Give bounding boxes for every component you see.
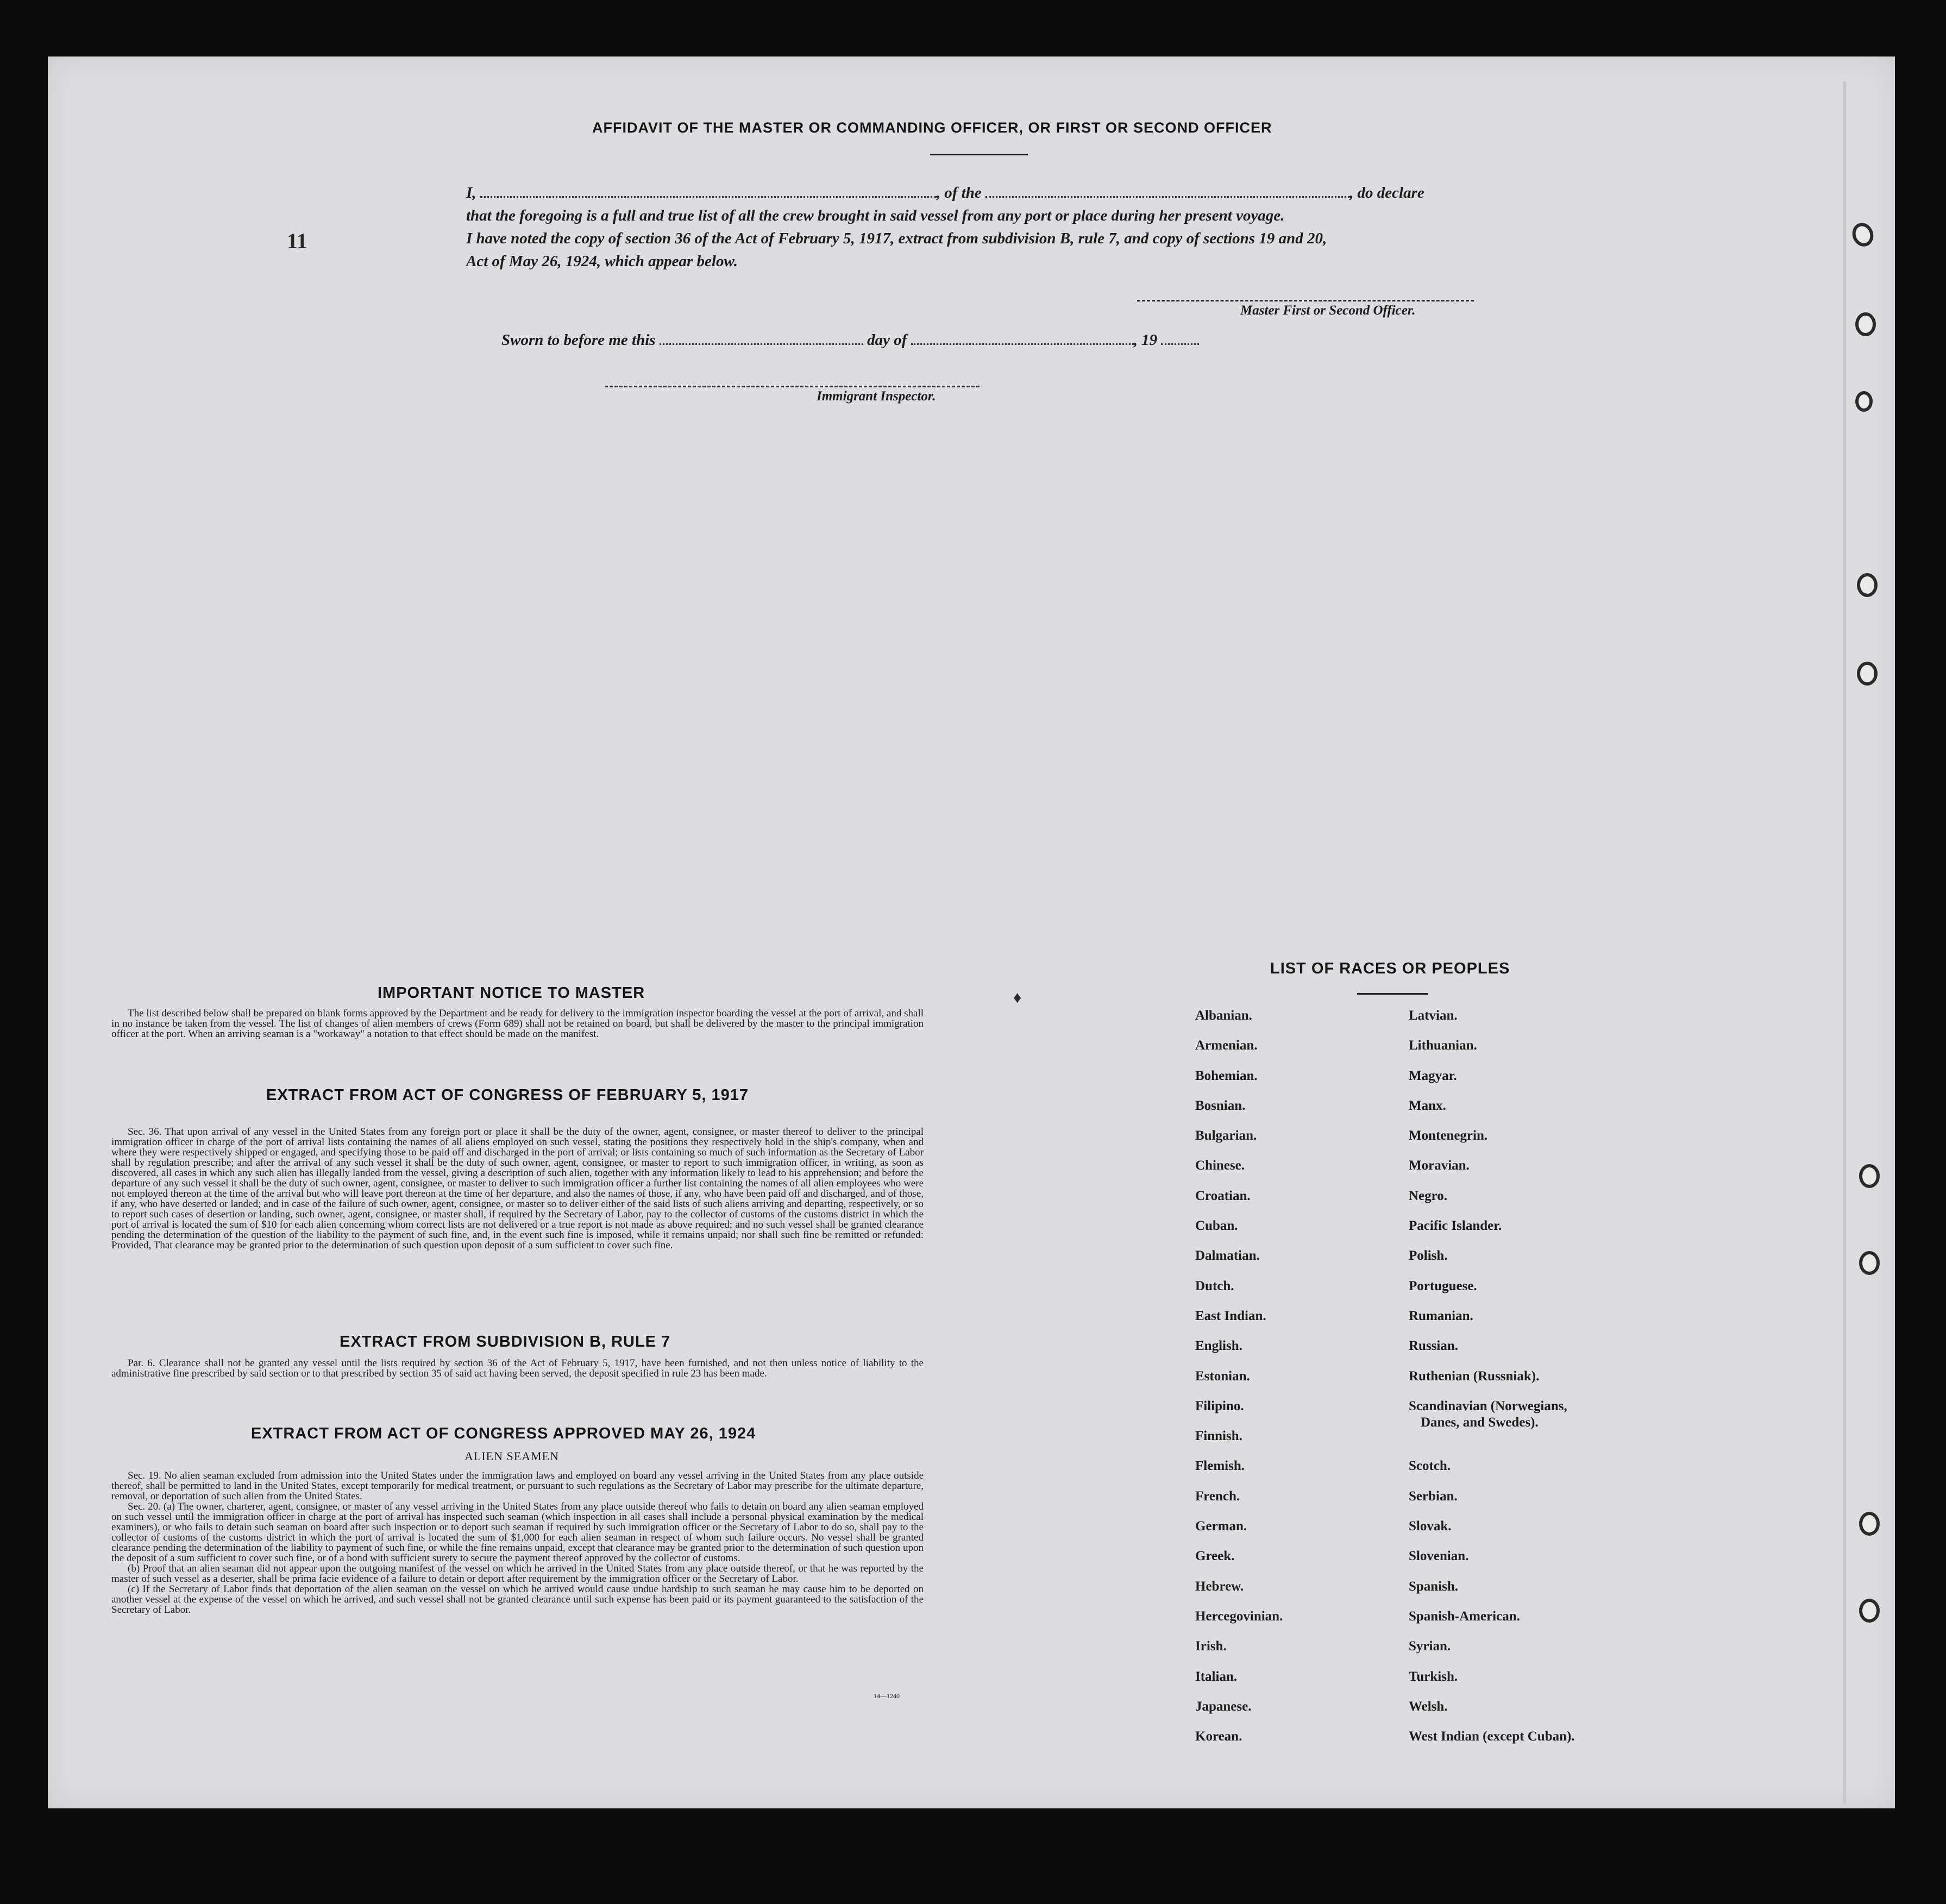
punch-hole [1859,1599,1880,1623]
race-item: Welsh. [1409,1699,1448,1714]
race-item: Irish. [1195,1639,1227,1654]
race-item: Filipino. [1195,1398,1244,1413]
extract-1917-title: EXTRACT FROM ACT OF CONGRESS OF FEBRUARY 5, 1917 [266,1086,749,1104]
race-item: Greek. [1195,1549,1235,1564]
race-item: Italian. [1195,1669,1238,1684]
name-blank [480,184,937,198]
race-item-continuation: Danes, and Swedes). [1421,1415,1539,1430]
race-item: Croatian. [1195,1188,1251,1203]
ink-blot: ♦ [1013,989,1022,1007]
extract-1924-title: EXTRACT FROM ACT OF CONGRESS APPROVED MAY 26, 1924 [251,1425,756,1442]
race-item: Slovenian. [1409,1549,1469,1564]
races-left-column [1195,1008,1283,1758]
race-item: Magyar. [1409,1068,1457,1083]
races-title: LIST OF RACES OR PEOPLES [1270,960,1510,977]
race-item: Slovak. [1409,1519,1452,1534]
inspector-signature-label: Immigrant Inspector. [817,389,936,404]
title-underline [930,154,1028,155]
section-20b-text: (b) Proof that an alien seaman did not appear upon the outgoing manifest of the vessel on which he arrived in the United States from any place outside thereof, or that he was reported by the master of such vessel as a deserter, shall be prima facie evidence of a failure to detain or deport after requirement by the immigration officer or the Secretary of Labor. [111,1563,924,1585]
race-item: Manx. [1409,1098,1446,1113]
sworn-prefix: Sworn to before me this [501,331,656,349]
race-item: Ruthenian (Russniak). [1409,1368,1540,1384]
section-20a-text: Sec. 20. (a) The owner, charterer, agent, consignee, or master of any vessel arriving in the United States from any place outside thereof who fails to detain on board any alien seaman employed on such vessel until the immigration officer in charge at the port of arrival has inspected such seaman (which inspection in all cases shall include a personal physical examination by the medical examiners), or who fails to detain such seaman on board after such inspection or to deport such seaman if required by such immigration officer or the Secretary of Labor to do so, shall pay to the collector of customs of the customs district in which the port of arrival is located the sum of $1,000 for each alien seaman in respect of whom such failure occurs. No vessel shall be granted clearance pending the determination of the liability to payment of such fine, or while the fine remains unpaid, except that clearance may be granted prior to the determination of such question upon the deposit of a sum sufficient to cover such fine, or of a bond with sufficient surety to secure the payment thereof approved by the collector of customs. [111,1501,924,1564]
race-item: Korean. [1195,1729,1242,1744]
sworn-year-blank [1161,331,1199,345]
race-item: Serbian. [1409,1488,1458,1504]
race-item: French. [1195,1488,1240,1504]
race-item: Russian. [1409,1339,1459,1354]
notice-text: The list described below shall be prepared on blank forms approved by the Department and be ready for delivery to the immigration inspector boarding the vessel at the port of arrival, and shall in no instance be taken from the vessel. The list of changes of alien members of crews (Form 689) shall not be retained on board, but shall be delivered by the master to the principal immigration officer at the port. When an arriving seaman is a "workaway" a notation to that effect should be made on the manifest. [111,1008,924,1040]
master-signature-line [1137,300,1474,301]
section-20c-text: (c) If the Secretary of Labor finds that deportation of the alien seaman on the vessel on which he arrived would cause undue hardship to such seaman he may cause him to be deported on another vessel at the expense of the vessel on which he arrived, and such vessel shall not be granted clearance until such expense has been paid or its payment guaranteed to the satisfaction of the Secretary of Labor. [111,1583,924,1616]
race-item: Rumanian. [1409,1308,1473,1323]
sworn-date-blank [660,331,863,345]
race-item: Hercegovinian. [1195,1608,1283,1624]
race-item: Dutch. [1195,1278,1234,1293]
punch-hole [1859,1164,1880,1188]
vessel-blank [985,184,1349,198]
affidavit-line-2: that the foregoing is a full and true list of all the crew brought in said vessel from any port or place during her present voyage. [466,207,1285,224]
margin-mark: 11 [287,229,307,253]
subdivision-title: EXTRACT FROM SUBDIVISION B, RULE 7 [340,1333,671,1350]
race-item: Latvian. [1409,1008,1458,1023]
subdivision-body [111,1358,924,1379]
extract-1917-body [111,1127,924,1251]
alien-seamen-subtitle: ALIEN SEAMEN [464,1449,559,1463]
affidavit-i: I, [466,184,476,202]
race-item: Negro. [1409,1188,1448,1203]
race-item: Flemish. [1195,1459,1245,1474]
race-item: Syrian. [1409,1639,1451,1654]
punch-hole [1859,1251,1880,1275]
sworn-year: , 19 [1133,331,1158,349]
race-item: Finnish. [1195,1429,1242,1444]
sworn-day-of: day of [867,331,907,349]
race-item-text: Scandinavian (Norwegians, [1409,1398,1567,1413]
form-number: 14—1240 [874,1692,900,1700]
race-item: Albanian. [1195,1008,1252,1023]
race-item: Pacific Islander. [1409,1218,1502,1234]
race-item: Dalmatian. [1195,1248,1260,1264]
punch-hole [1855,391,1873,412]
race-item: Spanish-American. [1409,1608,1520,1624]
race-item: Cuban. [1195,1218,1238,1234]
section-36-text: Sec. 36. That upon arrival of any vessel in the United States from any foreign port or place it shall be the duty of the owner, agent, consignee, or master thereof to deliver to the principal immigration officer in charge of the port of arrival lists containing the names of all aliens employed on such vessel, stating the positions they respectively hold in the ship's company, when and where they were respectively shipped or engaged, and specifying those to be paid off and discharged in the port of arrival; or lists containing so much of such information as the Secretary of Labor shall by regulation prescribe; and after the arrival of any such vessel it shall be the duty of such owner, agent, consignee, or master to report to such immigration officer, in writing, as soon as discovered, all cases in which any such alien has illegally landed from the vessel, giving a description of such alien, together with any information likely to lead to his apprehension; and before the departure of any such vessel it shall be the duty of such owner, agent, consignee, or master to deliver to such immigration officer a further list containing the names of all alien employees who were not employed thereon at the time of the arrival but who will leave port thereon at the time of her departure, and also the names of those, if any, who have been paid off and discharged, and of those, if any, who have deserted or landed; and in case of the failure of such owner, agent, consignee, or master so to deliver either of the said lists of such aliens arriving and departing, respectively, or so to report such cases of desertion or landing, such owner, agent, consignee, or master shall, if required by the Secretary of Labor, pay to the collector of customs of the customs district in which the port of arrival is located the sum of $10 for each alien concerning whom correct lists are not delivered or a true report is not made as above required; and no such vessel shall be granted clearance pending the determination of the question of the liability to the payment of such fine, and, in the event such fine is imposed, while it remains unpaid; nor shall such fine be remitted or refunded: Provided, That clearance may be granted prior to the determination of such question upon deposit of a sum sufficient to cover such fine. [111,1126,924,1251]
race-item: Hebrew. [1195,1579,1244,1594]
race-item: Estonian. [1195,1368,1250,1384]
page-fold [1843,81,1846,1804]
race-item: Moravian. [1409,1158,1470,1173]
punch-hole [1857,662,1878,686]
race-item: Spanish. [1409,1579,1459,1594]
race-item: Chinese. [1195,1158,1245,1173]
race-item: West Indian (except Cuban). [1409,1729,1575,1744]
sworn-month-blank [911,331,1134,345]
race-item: Bulgarian. [1195,1128,1257,1143]
race-item: Portuguese. [1409,1278,1477,1293]
paragraph-6-text: Par. 6. Clearance shall not be granted any vessel until the lists required by section 36 of the Act of February 5, 1917, have been furnished, and not then unless notice of liability to the administrative fine prescribed by said section or to that prescribed by section 35 of said act having been served, the deposit specified in rule 23 has been made. [111,1358,924,1379]
races-title-underline [1357,993,1428,995]
race-item: Armenian. [1195,1038,1258,1053]
race-item: Turkish. [1409,1669,1458,1684]
punch-hole [1855,312,1876,336]
race-item: English. [1195,1339,1242,1354]
affidavit-title: AFFIDAVIT OF THE MASTER OR COMMANDING OFFICER, OR FIRST OR SECOND OFFICER [592,120,1272,136]
section-19-text: Sec. 19. No alien seaman excluded from admission into the United States under the immigration laws and employed on board any vessel arriving in the United States from any place outside thereof, shall be permitted to land in the United States, except temporarily for medical treatment, or pursuant to such regulations as the Secretary of Labor may prescribe for the ultimate departure, removal, or deportation of such alien from the United States. [111,1470,924,1502]
race-item: Lithuanian. [1409,1038,1477,1053]
race-item: Polish. [1409,1248,1448,1264]
race-item [1409,1398,1575,1459]
sworn-line [501,329,1199,351]
affidavit-line-3: I have noted the copy of section 36 of the Act of February 5, 1917, extract from subdivision B, rule 7, and copy of sections 19 and 20, [466,230,1327,247]
race-item: Bohemian. [1195,1068,1258,1083]
affidavit-line-1 [466,181,1424,204]
punch-hole [1859,1512,1880,1536]
notice-body [111,1008,924,1039]
race-item: Bosnian. [1195,1098,1246,1113]
inspector-signature-line [605,386,980,387]
affidavit-of-the: , of the [936,184,982,202]
race-item: Montenegrin. [1409,1128,1488,1143]
affidavit-declare: , do declare [1349,184,1424,202]
extract-1924-body [111,1471,924,1615]
races-right-column [1409,1008,1575,1758]
master-signature-label: Master First or Second Officer. [1240,303,1416,318]
notice-title: IMPORTANT NOTICE TO MASTER [378,984,645,1002]
punch-hole [1857,573,1878,597]
race-item: Japanese. [1195,1699,1252,1714]
race-item: German. [1195,1519,1247,1534]
affidavit-line-4: Act of May 26, 1924, which appear below. [466,253,738,270]
race-item: East Indian. [1195,1308,1266,1323]
race-item: Scotch. [1409,1459,1451,1474]
